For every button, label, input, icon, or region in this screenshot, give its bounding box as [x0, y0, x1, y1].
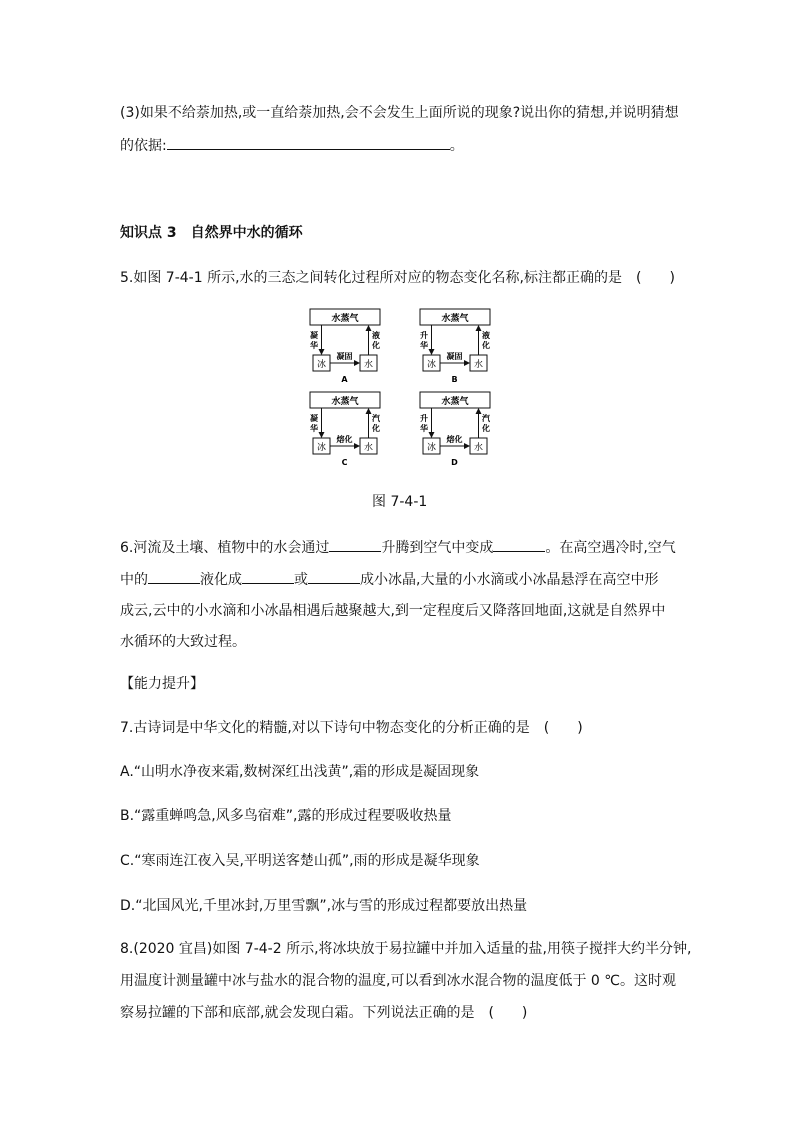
answer-blank[interactable] — [242, 569, 294, 584]
water-label: 水 — [363, 360, 374, 370]
right-arrow-label-1: 液 — [372, 331, 380, 340]
bottom-arrow-label: 熔化 — [446, 435, 463, 444]
panel-letter: A — [341, 375, 348, 384]
water-label: 水 — [473, 443, 484, 453]
q8-line-1: 8.(2020 宜昌)如图 7-4-2 所示,将冰块放于易拉罐中并加入适量的盐,用筷子搅拌大约半分钟, — [120, 941, 692, 957]
q7-stem: 7.古诗词是中华文化的精髓,对以下诗句中物态变化的分析正确的是 ( ) — [120, 720, 583, 736]
q7-option-a[interactable]: A.“山明水净夜来霜,数树深红出浅黄”,霜的形成是凝固现象 — [120, 764, 480, 780]
section-title: 知识点 3 自然界中水的循环 — [120, 225, 303, 241]
q3-line-2-prefix: 的依据: — [120, 138, 167, 154]
left-arrow-label-1: 升 — [420, 331, 428, 340]
bottom-arrow-label: 凝固 — [446, 352, 463, 361]
q6-l2a: 中的 — [120, 572, 148, 588]
answer-blank[interactable] — [329, 537, 381, 552]
q6-line-4: 水循环的大致过程。 — [120, 634, 246, 650]
left-arrow-label-1: 升 — [420, 414, 428, 423]
q3-line-1: (3)如果不给萘加热,或一直给萘加热,会不会发生上面所说的现象?说出你的猜想,并说明猜想 — [120, 105, 679, 121]
water-label: 水 — [473, 360, 484, 370]
answer-blank[interactable] — [493, 537, 545, 552]
panel-letter: B — [451, 375, 458, 384]
ice-label: 冰 — [316, 443, 327, 453]
q7-option-d[interactable]: D.“北国风光,千里冰封,万里雪飘”,冰与雪的形成过程都要放出热量 — [120, 898, 528, 914]
right-arrow-label-2: 化 — [372, 424, 380, 433]
q6-l2d: 成小冰晶,大量的小水滴或小冰晶悬浮在高空中形 — [360, 572, 659, 588]
ice-label: 冰 — [426, 360, 437, 370]
q6-l1a: 6.河流及土壤、植物中的水会通过 — [120, 540, 330, 556]
bottom-arrow-label: 熔化 — [336, 435, 353, 444]
left-arrow-label-1: 凝 — [310, 331, 318, 340]
q6-l2b: 液化成 — [200, 572, 242, 588]
bottom-arrow-label: 凝固 — [336, 352, 353, 361]
vapor-label: 水蒸气 — [441, 397, 469, 407]
q8-line-3: 察易拉罐的下部和底部,就会发现白霜。下列说法正确的是 ( ) — [120, 1005, 528, 1021]
panel-letter: C — [341, 458, 348, 465]
ice-label: 冰 — [316, 360, 327, 370]
ice-label: 冰 — [426, 443, 437, 453]
answer-blank[interactable] — [308, 569, 360, 584]
left-arrow-label-2: 华 — [420, 341, 428, 350]
q3-line-2 — [120, 135, 464, 156]
diagram-panel-d — [420, 392, 491, 465]
q6-l2c: 或 — [294, 572, 308, 588]
q6-l1b: 升腾到空气中变成 — [381, 540, 494, 556]
left-arrow-label-2: 华 — [310, 424, 318, 433]
vapor-label: 水蒸气 — [331, 397, 359, 407]
q6-l1c: 。在高空遇冷时,空气 — [545, 540, 676, 556]
right-arrow-label-2: 化 — [482, 424, 490, 433]
left-arrow-label-2: 华 — [420, 424, 428, 433]
panel-letter: D — [451, 458, 458, 465]
q6-line-2 — [120, 569, 658, 590]
vapor-label: 水蒸气 — [331, 314, 359, 324]
water-label: 水 — [363, 443, 374, 453]
right-arrow-label-1: 汽 — [372, 414, 380, 423]
q3-line-2-suffix: 。 — [449, 138, 464, 154]
vapor-label: 水蒸气 — [441, 314, 469, 324]
answer-blank[interactable] — [148, 569, 200, 584]
answer-blank[interactable] — [167, 135, 450, 150]
right-arrow-label-1: 汽 — [482, 414, 490, 423]
phase-change-diagram — [300, 305, 500, 465]
q7-option-c[interactable]: C.“寒雨连江夜入吴,平明送客楚山孤”,雨的形成是凝华现象 — [120, 853, 480, 869]
right-arrow-label-2: 化 — [482, 341, 490, 350]
right-arrow-label-1: 液 — [482, 331, 490, 340]
q8-line-2: 用温度计测量罐中冰与盐水的混合物的温度,可以看到冰水混合物的温度低于 0 ℃。这时观 — [120, 973, 676, 989]
q6-line-1 — [120, 537, 676, 558]
left-arrow-label-1: 凝 — [310, 414, 318, 423]
q5-stem: 5.如图 7-4-1 所示,水的三态之间转化过程所对应的物态变化名称,标注都正确的是 ( ) — [120, 270, 675, 286]
figure-caption: 图 7-4-1 — [372, 494, 428, 510]
diagram-panel-a — [310, 309, 380, 384]
diagram-panel-c — [310, 392, 381, 465]
q7-option-b[interactable]: B.“露重蝉鸣急,风多鸟宿难”,露的形成过程要吸收热量 — [120, 808, 452, 824]
q6-line-3: 成云,云中的小水滴和小冰晶相遇后越聚越大,到一定程度后又降落回地面,这就是自然界中 — [120, 603, 666, 619]
left-arrow-label-2: 华 — [310, 341, 318, 350]
diagram-panel-b — [420, 309, 490, 384]
ability-title: 【能力提升】 — [120, 676, 204, 692]
right-arrow-label-2: 化 — [372, 341, 380, 350]
